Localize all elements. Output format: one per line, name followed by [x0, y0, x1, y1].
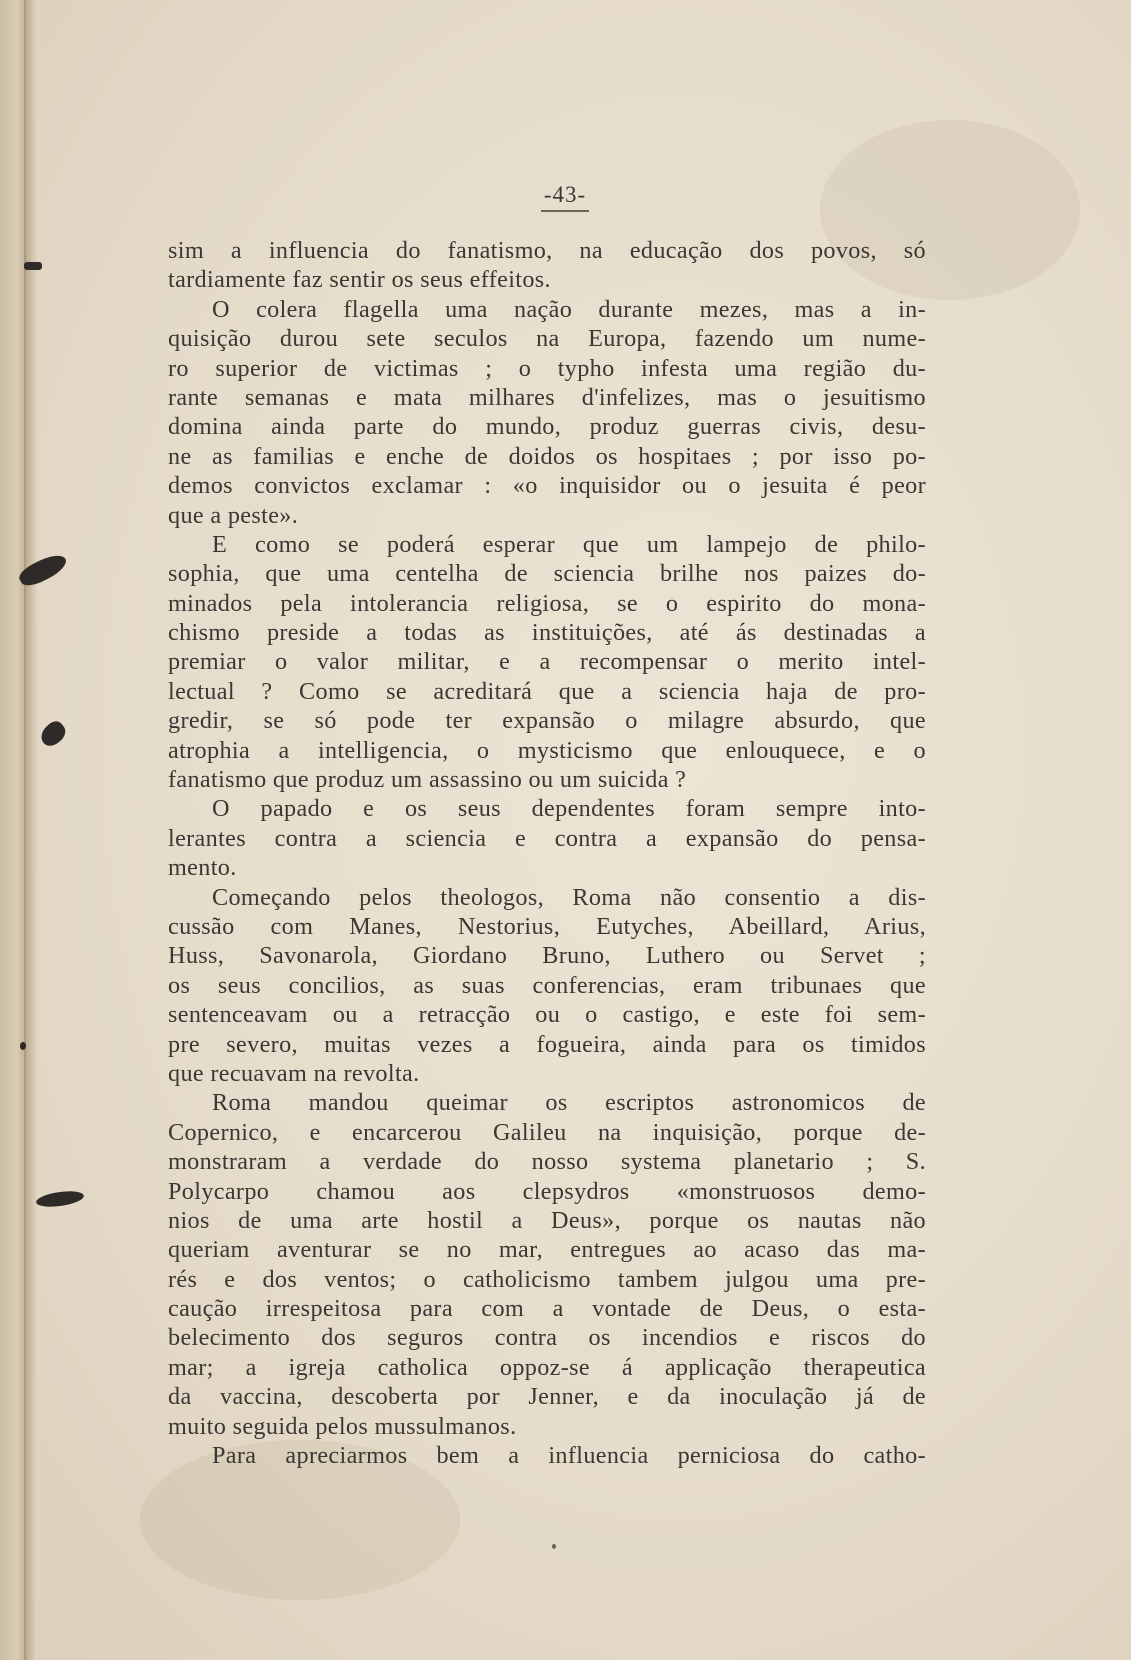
text-line: que a peste». — [168, 501, 299, 529]
text-line: monstraram a verdade do nosso systema planetario ; S. — [168, 1148, 926, 1176]
paragraph — [168, 236, 926, 295]
text-line: cussão com Manes, Nestorius, Eutyches, Abeillard, Arius, — [168, 912, 926, 940]
text-line: mar; a igreja catholica oppoz-se á applicação therapeutica — [168, 1353, 926, 1381]
binding-thread-mark — [37, 718, 70, 750]
text-line: sim a influencia do fanatismo, na educação dos povos, só — [168, 237, 926, 264]
paragraph — [168, 530, 926, 795]
text-line: rante semanas e mata milhares d'infelizes, mas o jesuitismo — [168, 383, 926, 411]
paragraph — [168, 295, 926, 530]
text-line: caução irrespeitosa para com a vontade de Deus, o esta- — [168, 1295, 926, 1323]
paragraph — [168, 1441, 926, 1470]
text-line: Polycarpo chamou aos clepsydros «monstruosos demo- — [168, 1177, 926, 1205]
text-line: fanatismo que produz um assassino ou um suicida ? — [168, 766, 687, 794]
paragraph — [168, 1088, 926, 1441]
binding-thread-mark — [24, 262, 42, 270]
text-line: sentenceavam ou a retracção ou o castigo, e este foi sem- — [168, 1001, 926, 1029]
binding-thread-mark — [35, 1189, 84, 1210]
text-line: O colera flagella uma nação durante mezes, mas a in- — [212, 295, 926, 323]
text-line: muito seguida pelos mussulmanos. — [168, 1412, 517, 1440]
text-line: nios de uma arte hostil a Deus», porque os nautas não — [168, 1206, 926, 1234]
text-line: lerantes contra a sciencia e contra a expansão do pensa- — [168, 824, 926, 852]
text-line: gredir, se só pode ter expansão o milagre absurdo, que — [168, 707, 926, 735]
page-number — [520, 182, 610, 212]
text-line: sophia, que uma centelha de sciencia brilhe nos paizes do- — [168, 560, 926, 588]
text-line: lectual ? Como se acreditará que a sciencia haja de pro- — [168, 677, 926, 705]
page-gutter — [0, 0, 38, 1660]
text-line: rés e dos ventos; o catholicismo tambem julgou uma pre- — [168, 1265, 926, 1293]
text-line: O papado e os seus dependentes foram sempre into- — [212, 795, 926, 823]
gutter-fold-line — [24, 0, 26, 1660]
text-line: queriam aventurar se no mar, entregues ao acaso das ma- — [168, 1236, 926, 1264]
text-line: tardiamente faz sentir os seus effeitos. — [168, 266, 551, 294]
text-line: domina ainda parte do mundo, produz guerras civis, desu- — [168, 413, 926, 441]
text-line: demos convictos exclamar : «o inquisidor ou o jesuita é peor — [168, 472, 926, 500]
text-line: ro superior de victimas ; o typho infesta uma região du- — [168, 354, 926, 382]
text-line: pre severo, muitas vezes a fogueira, ainda para os timidos — [168, 1030, 926, 1058]
text-line: minados pela intolerancia religiosa, se o espirito do mona- — [168, 589, 926, 617]
paragraph — [168, 883, 926, 1089]
text-line: Huss, Savonarola, Giordano Bruno, Luthero ou Servet ; — [168, 942, 926, 970]
text-line: quisição durou sete seculos na Europa, fazendo um nume- — [168, 325, 926, 353]
text-line: ne as familias e enche de doidos os hospitaes ; por isso po- — [168, 442, 926, 470]
text-line: que recuavam na revolta. — [168, 1059, 420, 1087]
text-line: da vaccina, descoberta por Jenner, e da inoculação já de — [168, 1383, 926, 1411]
text-line: Começando pelos theologos, Roma não consentio a dis- — [212, 883, 926, 911]
page-number-text: -43- — [543, 182, 587, 207]
text-line: E como se poderá esperar que um lampejo de philo- — [212, 530, 926, 558]
text-line: Para apreciarmos bem a influencia perniciosa do catho- — [212, 1442, 926, 1470]
text-line: os seus concilios, as suas conferencias, eram tribunaes que — [168, 971, 926, 999]
page-number-underline — [541, 210, 589, 212]
text-line: belecimento dos seguros contra os incendios e riscos do — [168, 1324, 926, 1352]
text-line: premiar o valor militar, e a recompensar o merito intel- — [168, 648, 926, 676]
text-line: Copernico, e encarcerou Galileu na inquisição, porque de- — [168, 1118, 926, 1146]
text-line: Roma mandou queimar os escriptos astronomicos de — [212, 1089, 926, 1117]
ink-speck — [552, 1544, 556, 1549]
text-line: mento. — [168, 854, 237, 882]
text-line: atrophia a intelligencia, o mysticismo que enlouquece, e o — [168, 736, 926, 764]
body-text — [168, 236, 926, 1470]
paragraph — [168, 794, 926, 882]
text-line: chismo preside a todas as instituições, até ás destinadas a — [168, 619, 926, 647]
binding-thread-mark — [20, 1042, 26, 1050]
